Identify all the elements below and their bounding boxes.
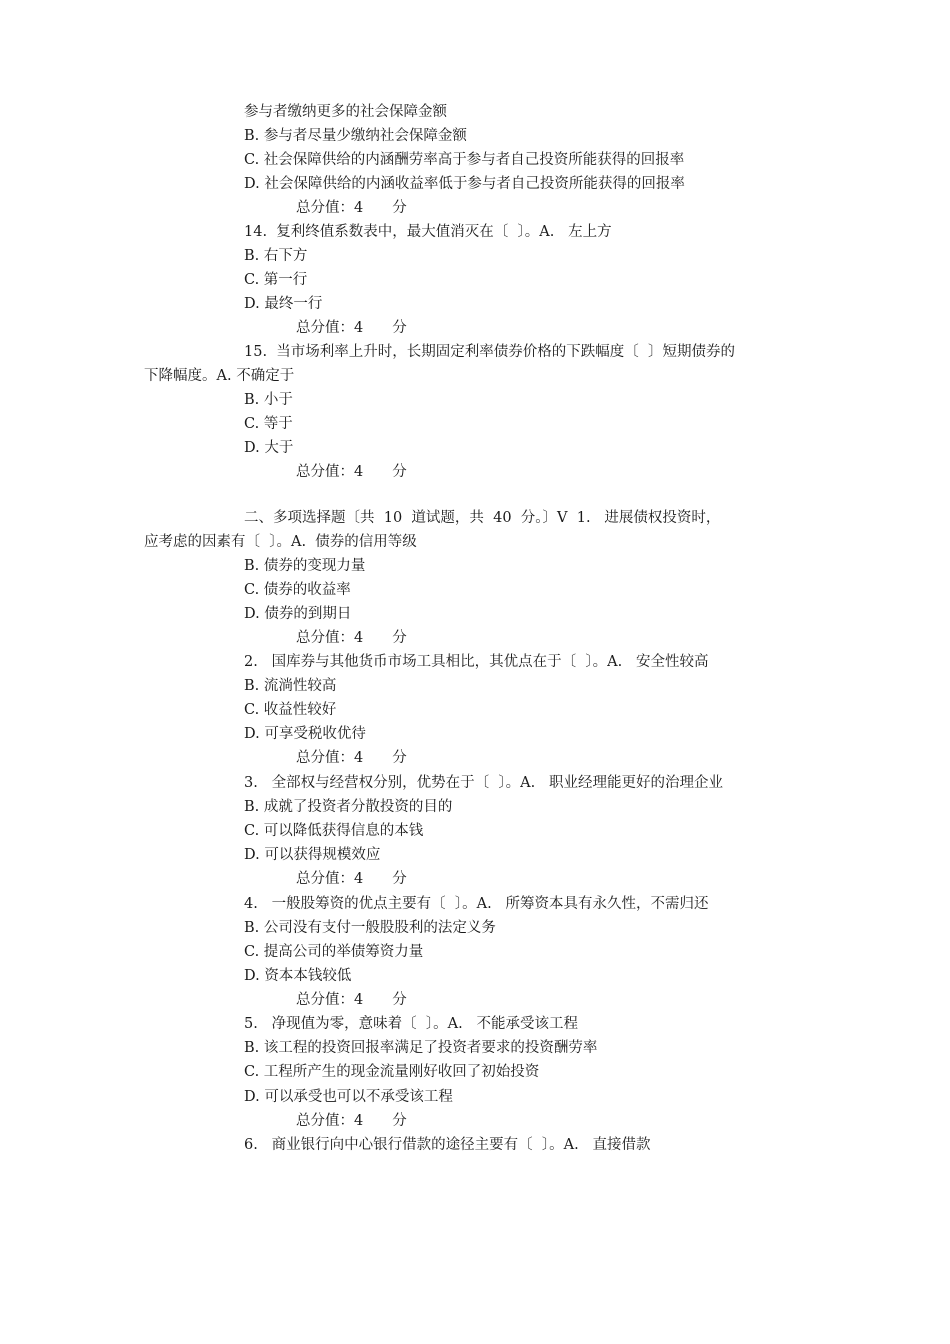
option-line: D. 最终一行 (244, 296, 323, 312)
question-line: 14. 复利终值系数表中，最大值消灭在〔 〕。A. 左上方 (244, 224, 612, 240)
option-line: B. 公司没有支付一般股股利的法定义务 (244, 920, 496, 936)
question-line: 15. 当市场利率上升时，长期固定利率债券价格的下跌幅度〔 〕短期债券的 (244, 344, 735, 360)
score-line: 总分值：4 分 (296, 320, 407, 336)
option-line: C. 社会保障供给的内涵酬劳率高于参与者自己投资所能获得的回报率 (244, 152, 685, 168)
question-line: 2. 国库券与其他货币市场工具相比，其优点在于〔 〕。A. 安全性较高 (244, 654, 709, 670)
option-line: D. 资本本钱较低 (244, 968, 352, 984)
option-line: B. 流淌性较高 (244, 678, 337, 694)
question-line: 6. 商业银行向中心银行借款的途径主要有〔 〕。A. 直接借款 (244, 1137, 651, 1153)
option-line: B. 成就了投资者分散投资的目的 (244, 799, 453, 815)
question-line: 3. 全部权与经营权分别，优势在于〔 〕。A. 职业经理能更好的治理企业 (244, 775, 724, 791)
option-line: B. 参与者尽量少缴纳社会保障金额 (244, 128, 467, 144)
option-line: C. 可以降低获得信息的本钱 (244, 823, 424, 839)
score-line: 总分值：4 分 (296, 630, 407, 646)
option-line: 参与者缴纳更多的社会保障金额 (244, 104, 447, 120)
option-line: D. 大于 (244, 440, 294, 456)
question-line: 5. 净现值为零，意味着〔 〕。A. 不能承受该工程 (244, 1016, 579, 1032)
score-line: 总分值：4 分 (296, 992, 407, 1008)
option-line: B. 债券的变现力量 (244, 558, 366, 574)
question-continuation: 下降幅度。A. 不确定于 (144, 368, 295, 384)
option-line: C. 债券的收益率 (244, 582, 351, 598)
question-line: 4. 一般股筹资的优点主要有〔 〕。A. 所筹资本具有永久性，不需归还 (244, 896, 709, 912)
option-line: D. 可以获得规模效应 (244, 847, 381, 863)
option-line: D. 可以承受也可以不承受该工程 (244, 1089, 453, 1105)
option-line: C. 提高公司的举债筹资力量 (244, 944, 424, 960)
score-line: 总分值：4 分 (296, 1113, 407, 1129)
option-line: C. 收益性较好 (244, 702, 337, 718)
score-line: 总分值：4 分 (296, 464, 407, 480)
option-line: D. 债券的到期日 (244, 606, 352, 622)
option-line: C. 工程所产生的现金流量刚好收回了初始投资 (244, 1064, 540, 1080)
score-line: 总分值：4 分 (296, 200, 407, 216)
option-line: D. 社会保障供给的内涵收益率低于参与者自己投资所能获得的回报率 (244, 176, 685, 192)
option-line: D. 可享受税收优待 (244, 726, 366, 742)
section-heading: 二、多项选择题〔共 10 道试题，共 40 分。〕V 1. 进展债权投资时， (244, 510, 721, 526)
option-line: B. 该工程的投资回报率满足了投资者要求的投资酬劳率 (244, 1040, 598, 1056)
option-line: C. 第一行 (244, 272, 308, 288)
score-line: 总分值：4 分 (296, 750, 407, 766)
option-line: C. 等于 (244, 416, 293, 432)
option-line: B. 右下方 (244, 248, 308, 264)
question-continuation: 应考虑的因素有〔 〕。A. 债券的信用等级 (144, 534, 417, 550)
score-line: 总分值：4 分 (296, 871, 407, 887)
option-line: B. 小于 (244, 392, 293, 408)
